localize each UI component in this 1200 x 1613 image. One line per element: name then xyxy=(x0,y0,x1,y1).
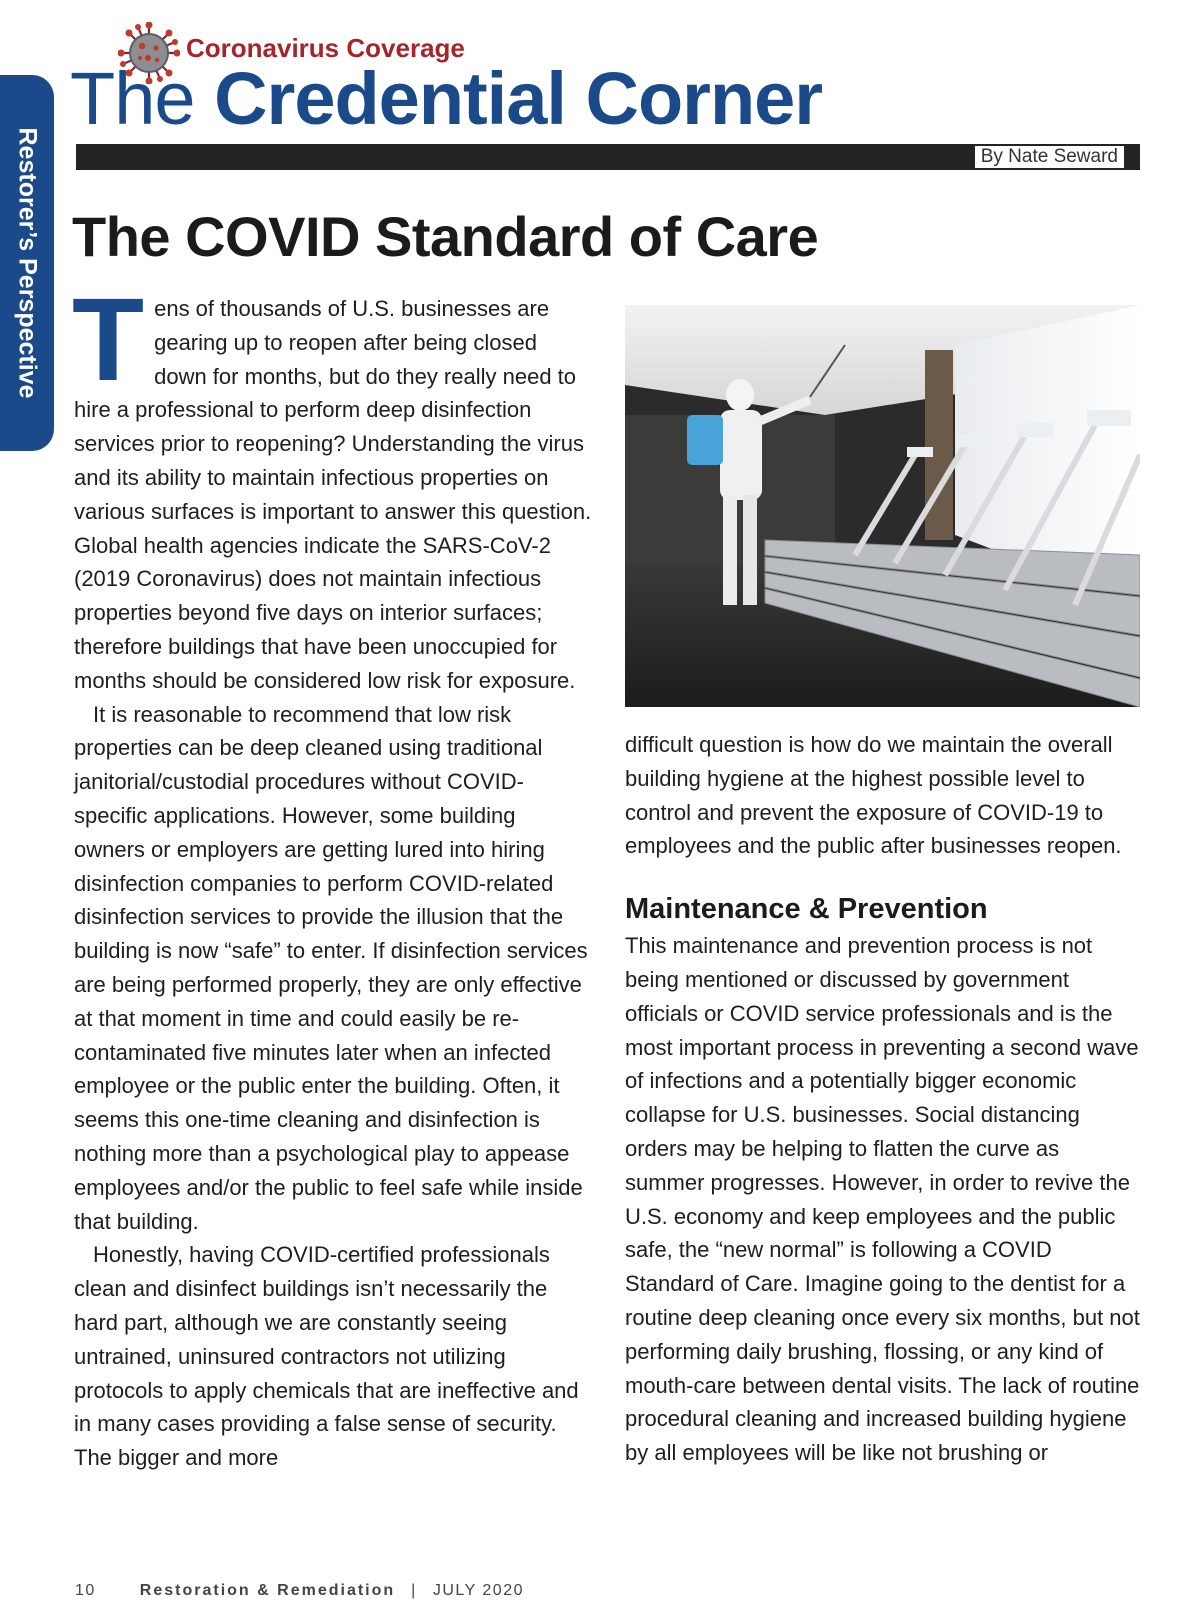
page-number: 10 xyxy=(75,1582,96,1599)
publication-name: Restoration & Remediation xyxy=(139,1582,396,1599)
author-byline: By Nate Seward xyxy=(975,146,1124,168)
drop-cap: T xyxy=(72,274,145,406)
masthead-title xyxy=(70,57,823,140)
issue-date: JULY 2020 xyxy=(432,1582,524,1599)
article-paragraph: Honestly, having COVID-certified professionals clean and disinfect buildings isn’t necessarily the hard part, although we are constantly seeing untrained, uninsured contractors not utilizing protocols to apply chemicals that are ineffective and in many cases providing a false sense of security. The bigger and more xyxy=(74,1242,579,1471)
side-tab-label: Restorer’s Perspective xyxy=(13,127,42,399)
article-photo xyxy=(625,305,1140,707)
article-paragraph: It is reasonable to recommend that low risk properties can be deep cleaned using traditional janitorial/custodial procedures without COVID-specific applications. However, some building owners or employers are getting lured into hiring disinfection companies to perform COVID-related disinfection services to provide the illusion that the building is now “safe” to enter. If disinfection services are being performed properly, they are only effective at that moment in time and could easily be re-contaminated five minutes later when an infected employee or the public enter the building. Often, it seems this one-time cleaning and disinfection is nothing more than a psychological play to appease employees and/or the public to feel safe while inside that building. xyxy=(74,701,588,1234)
footer-separator: | xyxy=(411,1582,417,1599)
left-column xyxy=(72,274,592,1475)
paragraph-text: ens of thousands of U.S. businesses are gearing up to reopen after being closed down for months, but do they really need to hire a professional to perform deep disinfection services prior to reopening? Understanding the virus and its ability to maintain infectious properties on various surfaces is important to answer this question. Global health agencies indicate the SARS-CoV-2 (2019 Coronavirus) does not maintain infectious properties beyond five days on interior surfaces; therefore buildings that have been unoccupied for months should be considered low risk for exposure. xyxy=(74,296,592,693)
section-heading: Maintenance & Prevention xyxy=(625,893,988,926)
right-column xyxy=(625,728,1143,1470)
page-footer xyxy=(75,1582,524,1600)
article-paragraph: This maintenance and prevention process is not being mentioned or discussed by government officials or COVID service professionals and is the most important process in preventing a second wave of infections and a potentially bigger economic collapse for U.S. businesses. Social distancing orders may be helping to flatten the curve as summer progresses. However, in order to revive the U.S. economy and keep employees and the public safe, the “new normal” is following a COVID Standard of Care. Imagine going to the dentist for a routine deep cleaning once every six months, but not performing daily brushing, flossing, or any kind of mouth-care between dental visits. The lack of routine procedural cleaning and increased building hygiene by all employees will be like not brushing or xyxy=(625,933,1140,1466)
article-paragraph xyxy=(72,274,592,698)
byline-bar xyxy=(76,144,1140,170)
section-side-tab xyxy=(0,75,54,451)
masthead-the: The xyxy=(70,57,195,140)
article-title: The COVID Standard of Care xyxy=(72,205,819,268)
section-kicker: Coronavirus Coverage xyxy=(186,33,465,63)
article-paragraph: difficult question is how do we maintain the overall building hygiene at the highest possible level to control and prevent the exposure of COVID-19 to employees and the public after businesses reopen. xyxy=(625,732,1122,859)
masthead-main: Credential Corner xyxy=(214,57,823,140)
